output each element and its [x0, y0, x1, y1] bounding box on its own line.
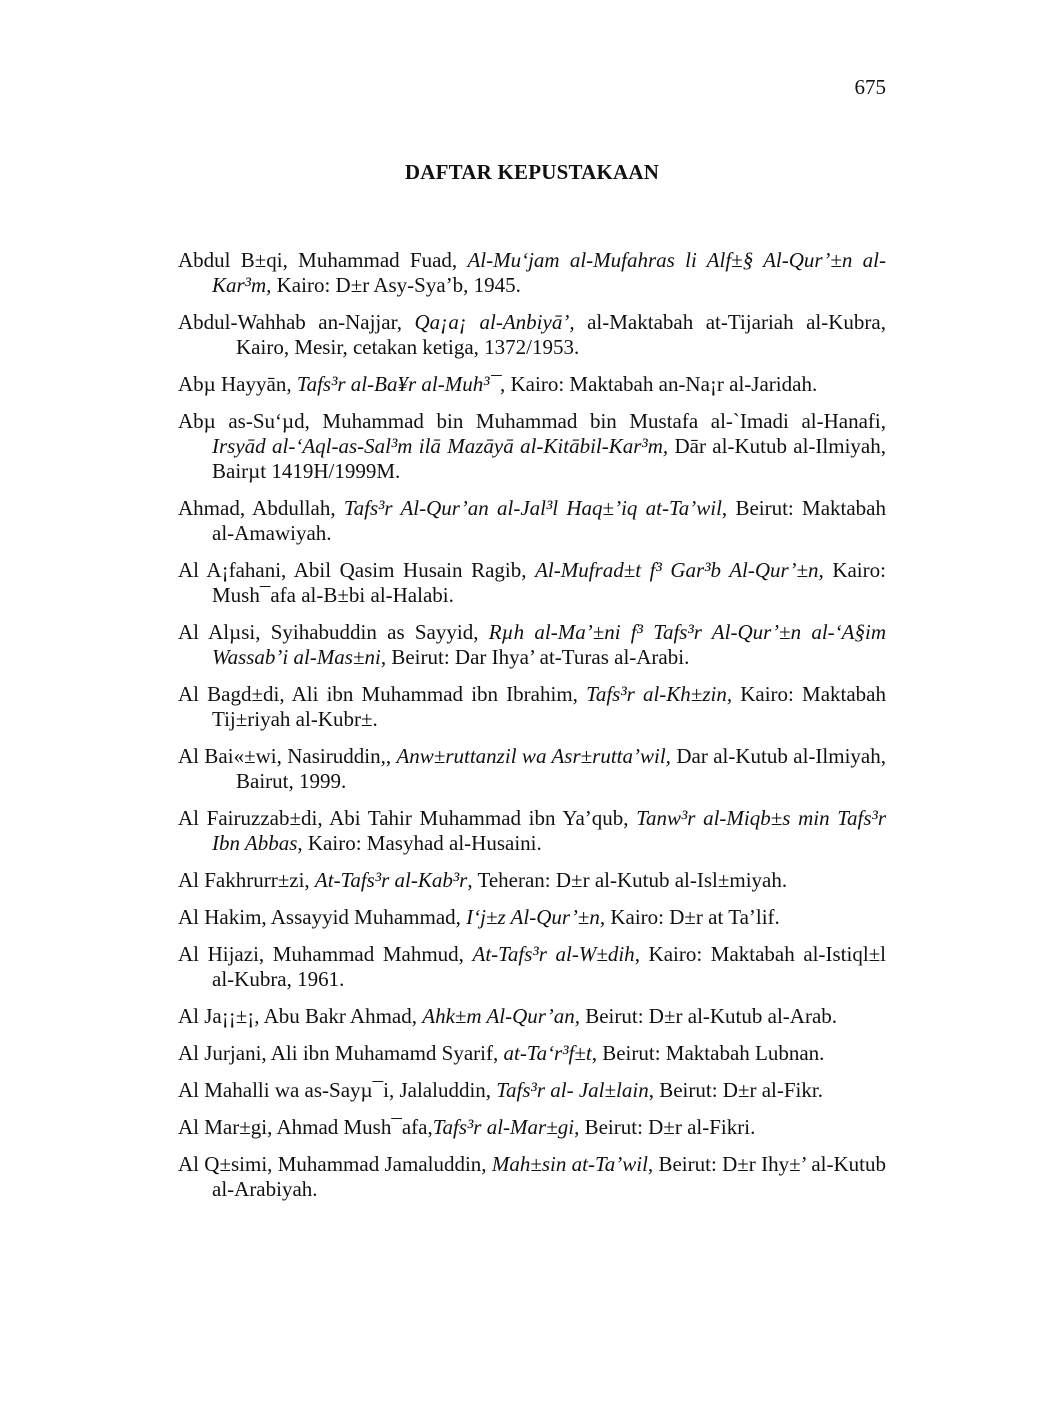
entry-title: Al-Mufrad±t f³ Gar³b Al-Qur’±n, [535, 558, 824, 582]
entry-publication: , Beirut: Maktabah al-Amawiyah. [212, 496, 886, 545]
bibliography-entry [178, 905, 886, 930]
entry-publication: Beirut: D±r Ihy±’ al-Kutub al-Arabiyah. [212, 1152, 886, 1201]
entry-author: Al Bai«±wi, Nasiruddin,, [178, 744, 397, 768]
entry-publication: , Kairo: Maktabah al-Istiql±l al-Kubra, 1961. [212, 942, 887, 991]
entry-publication: Dār al-Kutub al-Ilmiyah, Bairµt 1419H/1999M. [212, 434, 887, 483]
entry-title: Ahk±m Al-Qur’an, [422, 1004, 580, 1028]
entry-author: Ahmad, Abdullah, [178, 496, 344, 520]
entry-author: Al Fairuzzab±di, Abi Tahir Muhammad ibn Ya’qub, [178, 806, 637, 830]
entry-publication: , Beirut: D±r al-Fikr. [648, 1078, 823, 1102]
entry-author: Al Ja¡¡±¡, Abu Bakr Ahmad, [178, 1004, 423, 1028]
bibliography-entry [178, 248, 886, 298]
entry-publication: Kairo: Mush¯afa al-B±bi al-Halabi. [212, 558, 886, 607]
bibliography-entry [178, 372, 886, 397]
entry-author: Al Bagd±di, Ali ibn Muhammad ibn Ibrahim, [178, 682, 587, 706]
bibliography-entry [178, 1152, 886, 1202]
entry-title: Al-Mu‘jam al-Mufahras li Alf±§ Al-Qur’±n al-Kar³m, [212, 248, 886, 297]
entry-title: Irsyād al-‘Aql-as-Sal³m ilā Mazāyā al-Kitābil-Kar³m, [212, 434, 669, 458]
entry-title: Tafs³r al-Mar±gi [432, 1115, 575, 1139]
entry-publication: , Beirut: D±r al-Fikri. [574, 1115, 756, 1139]
entry-title: Tafs³r al-Ba¥r al-Muh³¯ [296, 372, 500, 396]
entry-publication: , Beirut: Maktabah Lubnan. [591, 1041, 825, 1065]
entry-publication: Kairo: D±r Asy-Sya’b, 1945. [271, 273, 521, 297]
bibliography-entry [178, 942, 886, 992]
entry-author: Al Mahalli wa as-Sayµ¯i, Jalaluddin, [178, 1078, 497, 1102]
entry-publication: Beirut: D±r al-Kutub al-Arab. [579, 1004, 838, 1028]
entry-publication: , Kairo: Maktabah an-Na¡r al-Jaridah. [500, 372, 818, 396]
entry-author: Al A¡fahani, Abil Qasim Husain Ragib, [178, 558, 536, 582]
entry-author: Al Fakhrurr±zi, [178, 868, 315, 892]
bibliography-entry [178, 806, 886, 856]
bibliography-entry [178, 744, 886, 794]
entry-publication: Dar al-Kutub al-Ilmiyah, Bairut, 1999. [236, 744, 886, 793]
entry-title: I‘j±z Al-Qur’±n, [466, 905, 606, 929]
entry-title: Anw±ruttanzil wa Asr±rutta’wil, [396, 744, 671, 768]
entry-title: At-Tafs³r al-W±dih [472, 942, 635, 966]
entry-publication: , Teheran: D±r al-Kutub al-Isl±miyah. [467, 868, 788, 892]
entry-publication: al-Maktabah at-Tijariah al-Kubra, Kairo, Mesir, cetakan ketiga, 1372/1953. [236, 310, 886, 359]
entry-author: Abdul B±qi, Muhammad Fuad, [178, 248, 468, 272]
bibliography-entry [178, 1041, 886, 1066]
entry-author: Al Q±simi, Muhammad Jamaluddin, [178, 1152, 492, 1176]
entry-author: Al Hakim, Assayyid Muhammad, [178, 905, 467, 929]
entry-author: Abµ as-Su‘µd, Muhammad bin Muhammad bin Mustafa al-`Imadi al-Hanafi, [178, 409, 886, 433]
entry-author: Al Alµsi, Syihabuddin as Sayyid, [178, 620, 489, 644]
entry-title: At-Tafs³r al-Kab³r [314, 868, 468, 892]
page-title: DAFTAR KEPUSTAKAAN [404, 160, 660, 184]
entry-title: Qa¡a¡ al-Anbiyā’, [414, 310, 575, 334]
entry-author: Al Jurjani, Ali ibn Muhamamd Syarif, [178, 1041, 504, 1065]
bibliography-entry [178, 1078, 886, 1103]
entry-publication: Beirut: Dar Ihya’ at-Turas al-Arabi. [386, 645, 690, 669]
entry-title: Tanw³r al-Miqb±s min Tafs³r Ibn Abbas [212, 806, 886, 855]
bibliography-entry [178, 496, 886, 546]
bibliography-entry [178, 1004, 886, 1029]
entry-title: Tafs³r al-Kh±zin, [586, 682, 733, 706]
entry-publication: Kairo: Maktabah Tij±riyah al-Kubr±. [212, 682, 887, 731]
entry-publication: , Kairo: Masyhad al-Husaini. [297, 831, 542, 855]
page-number: 675 [854, 75, 886, 99]
entry-title: Tafs³r Al-Qur’an al-Jal³l Haq±’iq at-Ta’wil [343, 496, 722, 520]
entry-author: Al Hijazi, Muhammad Mahmud, [178, 942, 473, 966]
entry-title: Rµh al-Ma’±ni f³ Tafs³r Al-Qur’±n al-‘A§im Wassab’i al-Mas±ni, [212, 620, 886, 669]
entry-author: Abµ Hayyān, [178, 372, 297, 396]
entry-author: Abdul-Wahhab an-Najjar, [178, 310, 415, 334]
bibliography-entry [178, 682, 886, 732]
bibliography-entry [178, 558, 886, 608]
entry-publication: Kairo: D±r at Ta’lif. [605, 905, 780, 929]
entry-title: at-Ta‘r³f±t [503, 1041, 592, 1065]
bibliography-entry [178, 409, 886, 484]
bibliography-entry [178, 310, 886, 360]
bibliography-entry [178, 868, 886, 893]
bibliography-entry [178, 620, 886, 670]
bibliography-list [178, 248, 886, 1214]
entry-author: Al Mar±gi, Ahmad Mush¯afa, [178, 1115, 433, 1139]
bibliography-entry [178, 1115, 886, 1140]
entry-title: Tafs³r al- Jal±lain [496, 1078, 649, 1102]
entry-title: Mah±sin at-Ta’wil, [491, 1152, 654, 1176]
